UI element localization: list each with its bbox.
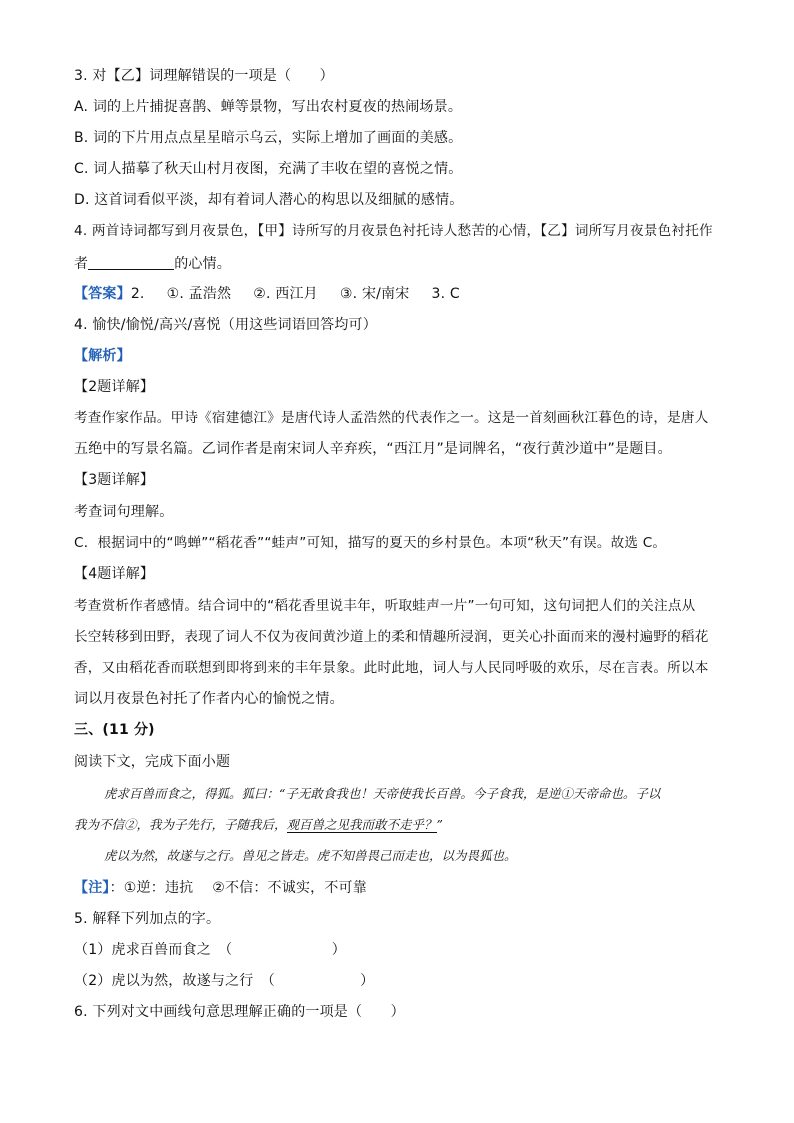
section3-heading: 三、(11 分) [74,722,155,738]
answer-2-3: ③. 宋/南宋 [339,286,410,302]
answer-label: 【答案】 [74,286,131,302]
section3-intro: 阅读下文，完成下面小题 [74,754,231,770]
q4-line1: 4. 两首诗词都写到月夜景色，【甲】诗所写的月夜景色衬托诗人愁苦的心情，【乙】词所写月夜景色衬托作 [74,223,713,239]
q4-line2-post: 的心情。 [174,256,232,272]
answer-2-2: ②. 西江月 [253,286,318,302]
classical-text-line2 [74,815,734,835]
q4-answer-blank [88,255,174,270]
q5-title: 5. 解释下列加点的字。 [74,911,221,927]
classical-text-line2-pre: 我为不信②，我为子先行，子随我后， [74,817,287,832]
q3-option-d: D. 这首词看似平淡，却有着词人潜心的构思以及细腻的感情。 [74,192,464,208]
note-label: 【注】 [74,880,110,896]
q3-title: 3. 对【乙】词理解错误的一项是（ ） [74,68,334,84]
note-body: ：①逆：违抗 ②不信：不诚实，不可靠 [109,880,367,896]
q4-line2 [74,254,722,274]
q5-sub2: （2）虎以为然，故遂与之行 （ ） [74,973,375,989]
answer-2-1: ①. 孟浩然 [166,286,232,302]
analysis-q4-p4: 词以月夜景色衬托了作者内心的愉悦之情。 [74,691,344,707]
answer-3: 3. C [431,286,460,302]
analysis-q4-p1: 考查赏析作者感情。结合词中的“稻花香里说丰年，听取蛙声一片”一句可知，这句词把人们的关注点从 [74,598,696,614]
q5-sub1: （1）虎求百兽而食之 （ ） [74,942,346,958]
q3-option-c: C. 词人描摹了秋天山村月夜图，充满了丰收在望的喜悦之情。 [74,161,463,177]
underlined-sentence: 观百兽之见我而敢不走乎？ [286,817,437,832]
analysis-label: 【解析】 [74,348,131,364]
analysis-q4-p3: 香，又由稻花香而联想到即将到来的丰年景象。此时此地，词人与人民同呼吸的欢乐，尽在言表。所以本 [74,660,709,676]
classical-text-line1: 虎求百兽而食之，得狐。狐曰：“子无敢食我也！天帝使我长百兽。今子食我，是逆①天帝命也。子以 [104,786,661,801]
answer-line [74,284,722,304]
q4-line2-pre: 者 [74,256,89,272]
q3-option-b: B. 词的下片用点点星星暗示乌云，实际上增加了画面的美感。 [74,130,463,146]
q3-option-a: A. 词的上片捕捉喜鹊、蝉等景物，写出农村夏夜的热闹场景。 [74,99,463,115]
analysis-q4-heading: 【4题详解】 [74,566,155,582]
analysis-q2-p2: 五绝中的写景名篇。乙词作者是南宋词人辛弃疾，“西江月”是词牌名，“夜行黄沙道中”是题目。 [74,441,672,457]
analysis-q3-p1: 考查词句理解。 [74,504,174,520]
analysis-q2-p1: 考查作家作品。甲诗《宿建德江》是唐代诗人孟浩然的代表作之一。这是一首刻画秋江暮色的诗，是唐人 [74,410,709,426]
classical-text-line2-post: ” [436,817,443,832]
answer-4: 4. 愉快/愉悦/高兴/喜悦（用这些词语回答均可） [74,317,377,333]
answer-2: 2. [130,286,145,302]
analysis-q4-p2: 长空转移到田野，表现了词人不仅为夜间黄沙道上的柔和情趣所浸润，更关心扑面而来的漫村遍野的稻花 [74,629,709,645]
q6-title: 6. 下列对文中画线句意思理解正确的一项是（ ） [74,1004,405,1020]
analysis-q3-p2: C．根据词中的“鸣蝉”“稻花香”“蛙声”可知，描写的夏天的乡村景色。本项“秋天”有误。故选 C。 [74,535,667,551]
classical-text-line3: 虎以为然，故遂与之行。兽见之皆走。虎不知兽畏己而走也，以为畏狐也。 [104,848,517,863]
analysis-q2-heading: 【2题详解】 [74,379,155,395]
section3-note [74,878,722,898]
analysis-q3-heading: 【3题详解】 [74,472,155,488]
